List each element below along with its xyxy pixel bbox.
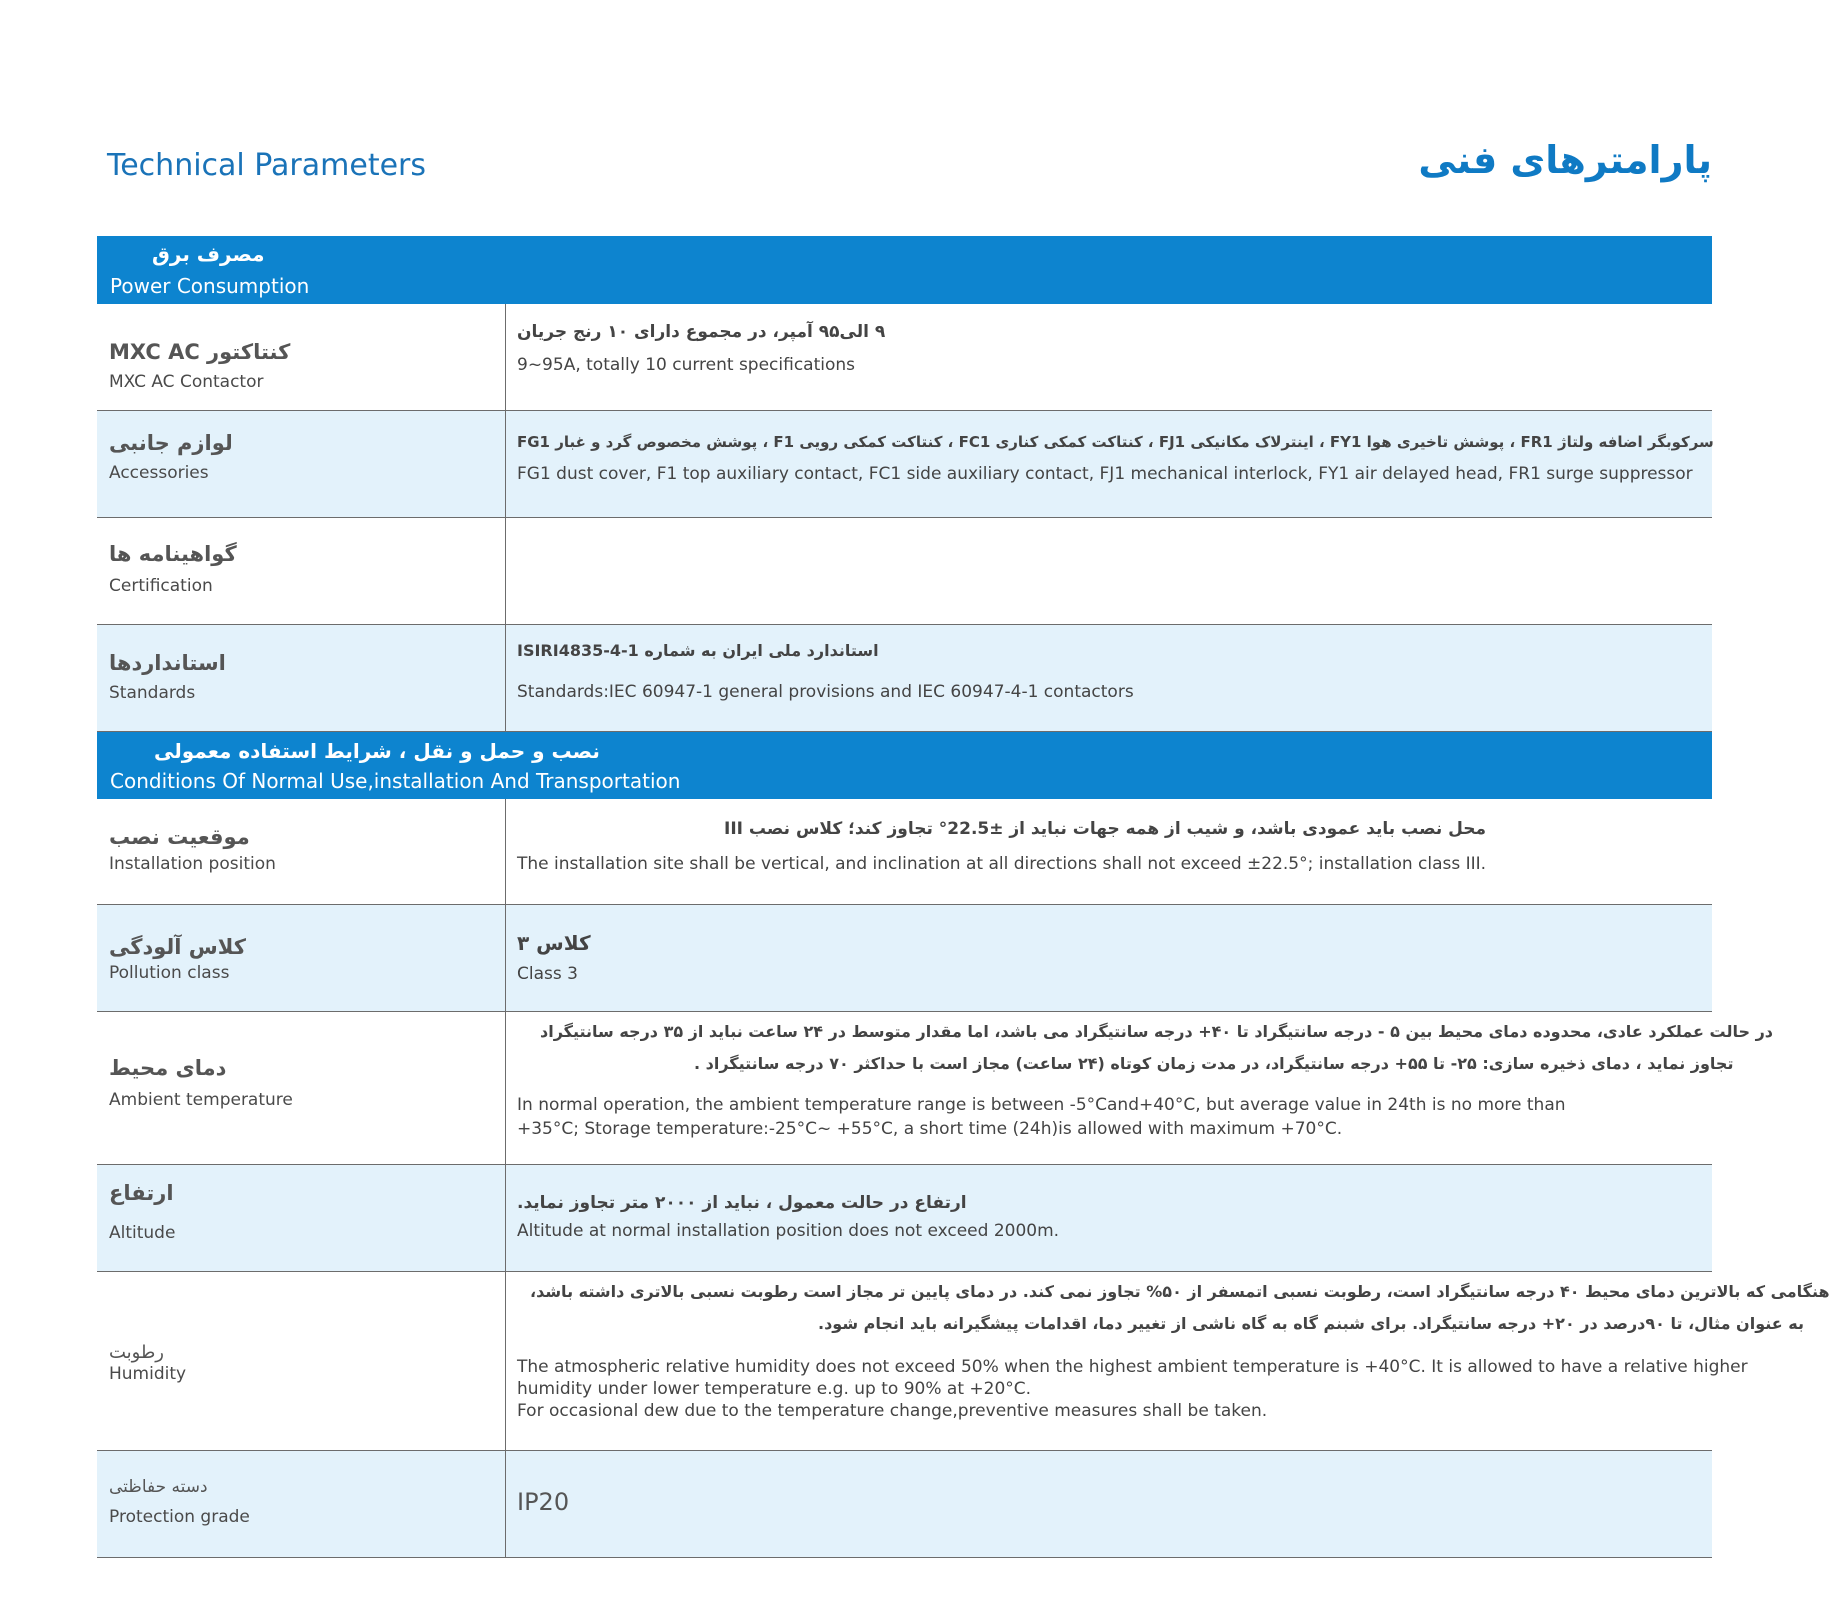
label-en: Protection grade [109,1507,250,1527]
row-label [97,625,506,731]
label-en: Humidity [109,1364,187,1384]
value-fa: محل نصب باید عمودی باشد، و شیب از همه جهات نباید از ±22.5° تجاوز کند؛ کلاس نصب III [724,819,1487,839]
label-fa: استانداردها [109,651,226,675]
label-en: Standards [109,683,196,703]
table-row-altitude [97,1165,1712,1272]
value-fa-line-2: تجاوز نماید ، دمای ذخیره سازی: ۲۵- تا ۵۵+ درجه سانتیگراد، در مدت زمان کوتاه (۲۴ ساعت) مجاز است با حداکثر ۷۰ درجه سانتیگراد . [694,1054,1734,1073]
section-header-power [97,236,1712,304]
page-title-en: Technical Parameters [107,148,426,183]
row-label [97,1451,506,1557]
section-header-conditions [97,732,1712,799]
value-fa-line-1: در حالت عملکرد عادی، محدوده دمای محیط بین ۵ - درجه سانتیگراد تا ۴۰+ درجه سانتیگراد می باشد، اما مقدار متوسط در ۲۴ ساعت نباید از ۳۵ درجه سانتیگراد [540,1022,1774,1041]
row-value [506,1272,1830,1450]
label-fa: لوازم جانبی [109,431,233,455]
row-value [506,304,1712,410]
section-title-en: Conditions Of Normal Use,installation And Transportation [110,769,681,793]
value-ip-rating: IP20 [517,1488,570,1516]
parameters-table [97,236,1830,1558]
page-title-fa: پارامترهای فنی [1418,138,1712,182]
row-label [97,411,506,517]
label-en: MXC AC Contactor [109,372,264,392]
value-en-line-2: +35°C; Storage temperature:-25°C~ +55°C, a short time (24h)is allowed with maximum +70°C. [517,1119,1343,1139]
value-en: 9~95A, totally 10 current specifications [517,355,856,375]
label-en: Accessories [109,463,209,483]
table-row-accessories [97,411,1712,518]
table-row-installation-position [97,799,1712,905]
row-value-empty [506,518,1712,624]
value-fa-line-1: هنگامی که بالاترین دمای محیط ۴۰ درجه سانتیگراد است، رطوبت نسبی اتمسفر از ۵۰% تجاوز نمی کند. در دمای پایین تر مجاز است رطوبت نسبی بالاتری داشته باشد، [530,1282,1830,1301]
label-fa: دمای محیط [109,1056,227,1080]
value-en-line-1: The atmospheric relative humidity does not exceed 50% when the highest ambient temperature is +40°C. It is allowed to have a relative higher [517,1357,1748,1377]
value-fa: ارتفاع در حالت معمول ، نباید از ۲۰۰۰ متر تجاوز نماید. [517,1193,967,1213]
table-row-certification [97,518,1712,625]
label-fa: کلاس آلودگی [109,935,246,959]
value-fa: FG1 پوشش مخصوص گرد و غبار ، F1 کنتاکت کمکی رویی ، FC1 کنتاکت کمکی کناری ، FJ1 اینترلاک مکانیکی ، FY1 پوشش تاخیری هوا ، FR1 سرکوبگر اضافه ولتاژ [517,433,1714,451]
table-row-pollution-class [97,905,1712,1012]
value-en: The installation site shall be vertical, and inclination at all directions shall not exceed ±22.5°; installation class III. [517,854,1487,874]
value-en: Standards:IEC 60947-1 general provisions and IEC 60947-4-1 contactors [517,682,1134,702]
label-en: Pollution class [109,963,230,983]
row-value [506,799,1712,904]
label-fa: ارتفاع [109,1181,174,1205]
row-label [97,1012,506,1164]
row-label [97,799,506,904]
row-label [97,1165,506,1271]
table-row-ambient-temperature [97,1012,1774,1165]
row-label [97,518,506,624]
label-fa: گواهینامه ها [109,542,237,566]
section-title-en: Power Consumption [110,274,310,298]
row-value [506,905,1712,1011]
section-title-fa: نصب و حمل و نقل ، شرایط استفاده معمولی [154,739,600,763]
table-row-humidity [97,1272,1830,1451]
value-en-line-3: For occasional dew due to the temperature change,preventive measures shall be taken. [517,1401,1268,1421]
label-fa: موقعیت نصب [109,825,250,849]
value-en-line-2: humidity under lower temperature e.g. up to 90% at +20°C. [517,1379,1032,1399]
section-title-fa: مصرف برق [152,242,265,266]
label-en: Certification [109,576,213,596]
table-row-standards [97,625,1712,732]
value-en: FG1 dust cover, F1 top auxiliary contact, FC1 side auxiliary contact, FJ1 mechanical interlock, FY1 air delayed head, FR1 surge suppressor [517,464,1693,484]
table-row-protection-grade [97,1451,1712,1558]
value-fa: کلاس ۳ [517,931,591,955]
row-value [506,411,1712,517]
row-value [506,1451,1712,1557]
row-label [97,1272,506,1450]
value-fa: استاندارد ملی ایران به شماره ISIRI4835-4-1 [517,641,879,660]
row-value [506,1165,1712,1271]
label-fa: رطوبت [109,1342,165,1363]
value-fa-line-2: به عنوان مثال، تا ۹۰درصد در ۲۰+ درجه سانتیگراد. برای شبنم گاه به گاه ناشی از تغییر دما، اقدامات پیشگیرانه باید انجام شود. [818,1314,1804,1333]
value-en: Class 3 [517,964,578,984]
label-en: Ambient temperature [109,1090,293,1110]
row-value [506,625,1712,731]
value-en: Altitude at normal installation position does not exceed 2000m. [517,1221,1060,1241]
value-fa: ۹ الی۹۵ آمپر، در مجموع دارای ۱۰ رنج جریان [517,322,886,342]
row-label [97,905,506,1011]
table-row-contactor [97,304,1712,411]
label-en: Altitude [109,1223,176,1243]
row-label [97,304,506,410]
value-en-line-1: In normal operation, the ambient temperature range is between -5°Cand+40°C, but average value in 24th is no more than [517,1095,1566,1115]
label-en: Installation position [109,854,276,874]
label-fa: دسته حفاظتی [109,1477,208,1497]
label-fa: کنتاکتور MXC AC [109,340,291,364]
row-value [506,1012,1774,1164]
